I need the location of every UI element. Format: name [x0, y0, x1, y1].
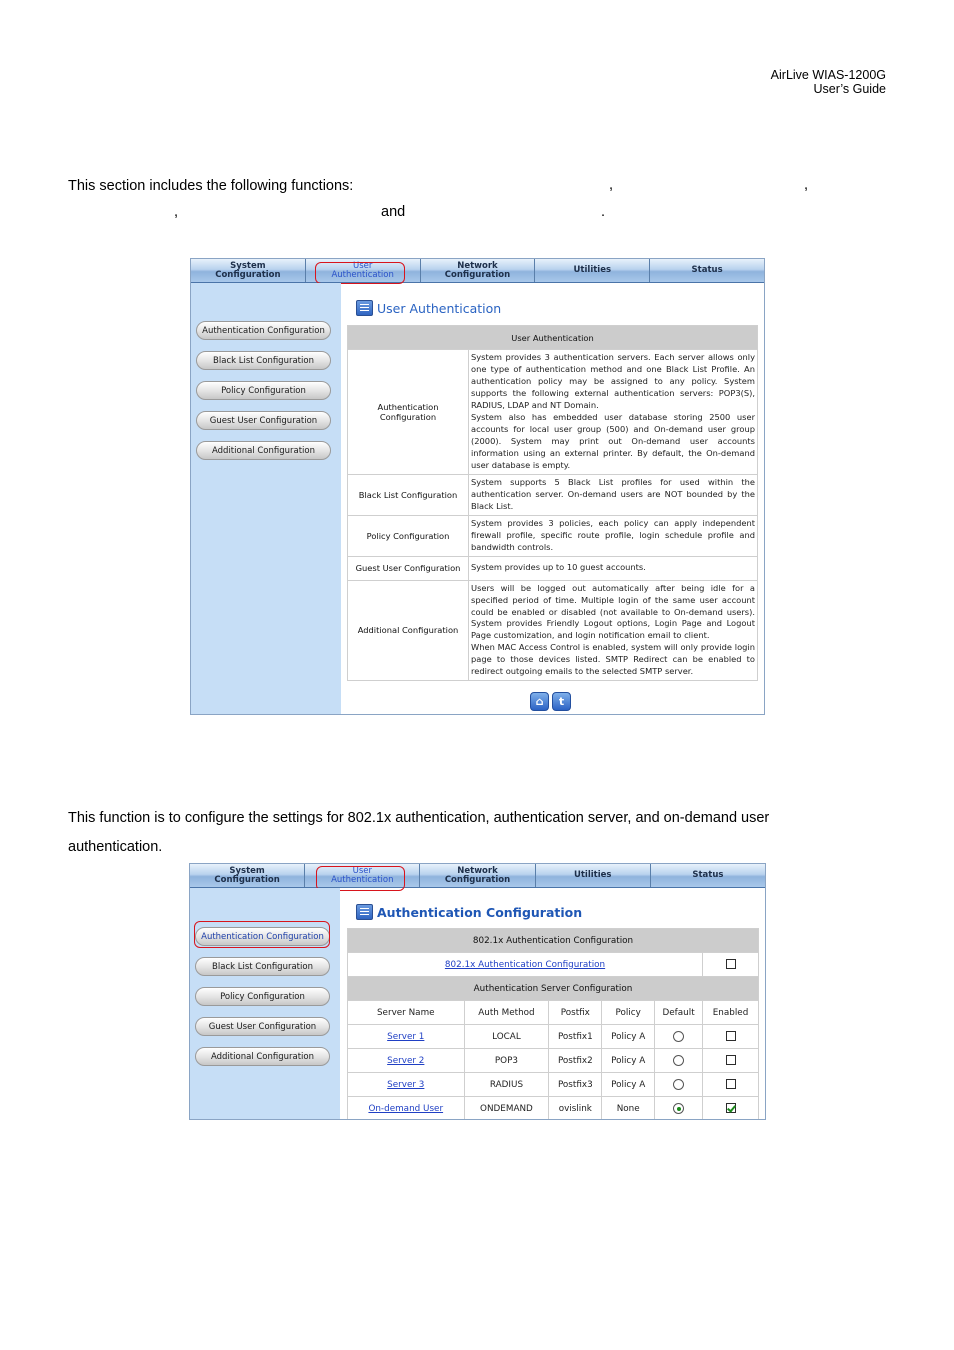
tab-system-configuration[interactable]: System Configuration	[190, 864, 305, 887]
column-header-row	[348, 1001, 759, 1025]
postfix: Postfix3	[549, 1073, 602, 1097]
policy: Policy A	[602, 1025, 655, 1049]
table-row	[348, 1049, 759, 1073]
tab-network-configuration[interactable]: Network Configuration	[421, 259, 536, 282]
postfix: ovislink	[549, 1097, 602, 1121]
policy: Policy A	[602, 1073, 655, 1097]
dot1x-row	[348, 953, 759, 977]
table-row	[348, 556, 758, 580]
table-row	[348, 350, 758, 475]
sidebar-item-black-list-configuration[interactable]: Black List Configuration	[195, 957, 330, 976]
dot1x-config-link[interactable]: 802.1x Authentication Configuration	[444, 959, 606, 970]
tab-status[interactable]: Status	[691, 265, 723, 275]
intro-period: .	[601, 204, 606, 220]
sidebar	[190, 888, 340, 1119]
server-link[interactable]: On-demand User	[368, 1103, 444, 1114]
row-description: System provides 3 policies, each policy can apply independent firewall profile, specific route profile, login schedule profile and bandwidth controls.	[469, 515, 758, 556]
sidebar-item-black-list-configuration[interactable]: Black List Configuration	[196, 351, 331, 370]
page-header	[771, 68, 886, 96]
row-label: Guest User Configuration	[348, 556, 469, 580]
product-name: AirLive WIAS-1200G	[770, 68, 886, 82]
server-config-header: Authentication Server Configuration	[348, 977, 759, 1001]
col-postfix: Postfix	[549, 1001, 602, 1025]
enabled-checkbox[interactable]	[726, 1055, 736, 1065]
table-header: User Authentication	[348, 326, 758, 350]
default-radio[interactable]	[673, 1103, 684, 1114]
intro-comma: ,	[804, 177, 809, 193]
table-row	[348, 515, 758, 556]
user-authentication-screenshot	[190, 258, 765, 715]
enabled-checkbox[interactable]	[726, 1031, 736, 1041]
sidebar-item-guest-user-configuration[interactable]: Guest User Configuration	[195, 1017, 330, 1036]
page-title: Authentication Configuration	[356, 904, 582, 920]
dot1x-header: 802.1x Authentication Configuration	[348, 929, 759, 953]
col-policy: Policy	[602, 1001, 655, 1025]
intro-text: This section includes the following functions:	[68, 178, 354, 194]
auth-method: POP3	[464, 1049, 549, 1073]
auth-method: RADIUS	[464, 1073, 549, 1097]
sidebar-item-additional-configuration[interactable]: Additional Configuration	[196, 441, 331, 460]
tab-user-authentication[interactable]: User Authentication	[305, 864, 420, 887]
tab-status[interactable]: Status	[692, 870, 724, 880]
col-enabled: Enabled	[703, 1001, 759, 1025]
sidebar-item-policy-configuration[interactable]: Policy Configuration	[196, 381, 331, 400]
row-description: System provides 3 authentication servers. Each server allows only one type of authentication method and one Black List Profile. An authentication policy may be assigned to any policy. System supports the following external authentication servers: POP3(S), RADIUS, LDAP and NT Domain. System also has embedded user database storing 2500 user accounts for local user group (500) and On-demand user group (2000). System may print out On-demand user accounts information using an external printer. By default, the On-demand user database is empty.	[469, 350, 758, 475]
row-label: Additional Configuration	[348, 580, 469, 680]
sidebar-item-additional-configuration[interactable]: Additional Configuration	[195, 1047, 330, 1066]
postfix: Postfix1	[549, 1025, 602, 1049]
grid-icon	[356, 300, 373, 316]
auth-method: ONDEMAND	[464, 1097, 549, 1121]
user-authentication-table	[347, 325, 758, 681]
top-icon[interactable]: t	[552, 692, 571, 711]
section2-text-line1: This function is to configure the settings for 802.1x authentication, authentication server, and on-demand user	[68, 810, 770, 826]
tab-utilities[interactable]: Utilities	[535, 259, 650, 282]
table-row	[348, 580, 758, 680]
sidebar-item-policy-configuration[interactable]: Policy Configuration	[195, 987, 330, 1006]
table-row	[348, 475, 758, 516]
sidebar	[191, 283, 341, 714]
server-link[interactable]: Server 1	[387, 1031, 425, 1042]
default-radio[interactable]	[673, 1031, 684, 1042]
col-auth-method: Auth Method	[464, 1001, 549, 1025]
col-default: Default	[655, 1001, 703, 1025]
postfix: Postfix2	[549, 1049, 602, 1073]
table-row	[348, 1097, 759, 1121]
intro-comma: ,	[609, 177, 614, 193]
enabled-checkbox[interactable]	[726, 1103, 736, 1113]
top-nav	[190, 864, 765, 888]
authentication-configuration-table	[347, 928, 759, 1120]
col-server-name: Server Name	[348, 1001, 465, 1025]
tab-user-authentication[interactable]: User Authentication	[306, 259, 421, 282]
top-nav	[191, 259, 764, 283]
grid-icon	[356, 904, 373, 920]
intro-and: and	[381, 204, 406, 220]
sidebar-item-authentication-configuration[interactable]: Authentication Configuration	[196, 321, 331, 340]
tab-utilities[interactable]: Utilities	[536, 864, 651, 887]
default-radio[interactable]	[673, 1055, 684, 1066]
row-label: Policy Configuration	[348, 515, 469, 556]
row-description: System supports 5 Black List profiles for used within the authentication server. On-demand users are NOT bounded by the Black List.	[469, 475, 758, 516]
row-label: Authentication Configuration	[348, 350, 469, 475]
guide-name: User’s Guide	[813, 82, 886, 96]
page-title: User Authentication	[356, 300, 501, 316]
home-icon[interactable]: ⌂	[530, 692, 549, 711]
tab-network-configuration[interactable]: Network Configuration	[420, 864, 535, 887]
server-link[interactable]: Server 3	[387, 1079, 425, 1090]
sidebar-item-guest-user-configuration[interactable]: Guest User Configuration	[196, 411, 331, 430]
row-label: Black List Configuration	[348, 475, 469, 516]
intro-comma: ,	[174, 204, 179, 220]
default-radio[interactable]	[673, 1079, 684, 1090]
sidebar-item-authentication-configuration[interactable]: Authentication Configuration	[195, 927, 330, 946]
table-row	[348, 1073, 759, 1097]
enabled-checkbox[interactable]	[726, 1079, 736, 1089]
auth-method: LOCAL	[464, 1025, 549, 1049]
row-description: Users will be logged out automatically after being idle for a specified period of time. Multiple login of the same user account could be enabled or disabled (not available to On-demand users). System provides Friendly Logout options, Login Page and Logout Page customization, and login notification email to client. When MAC Access Control is enabled, system will only provide login page to those devices listed. SMTP Redirect can be enabled to redirect outgoing emails to the selected SMTP server.	[469, 580, 758, 680]
page-nav-buttons	[530, 692, 571, 711]
server-link[interactable]: Server 2	[387, 1055, 425, 1066]
dot1x-enable-checkbox[interactable]	[726, 959, 736, 969]
policy: None	[602, 1097, 655, 1121]
row-description: System provides up to 10 guest accounts.	[469, 556, 758, 580]
section2-text-line2: authentication.	[68, 839, 163, 855]
table-row	[348, 1025, 759, 1049]
tab-system-configuration[interactable]: System Configuration	[191, 259, 306, 282]
authentication-configuration-screenshot	[189, 863, 766, 1120]
policy: Policy A	[602, 1049, 655, 1073]
